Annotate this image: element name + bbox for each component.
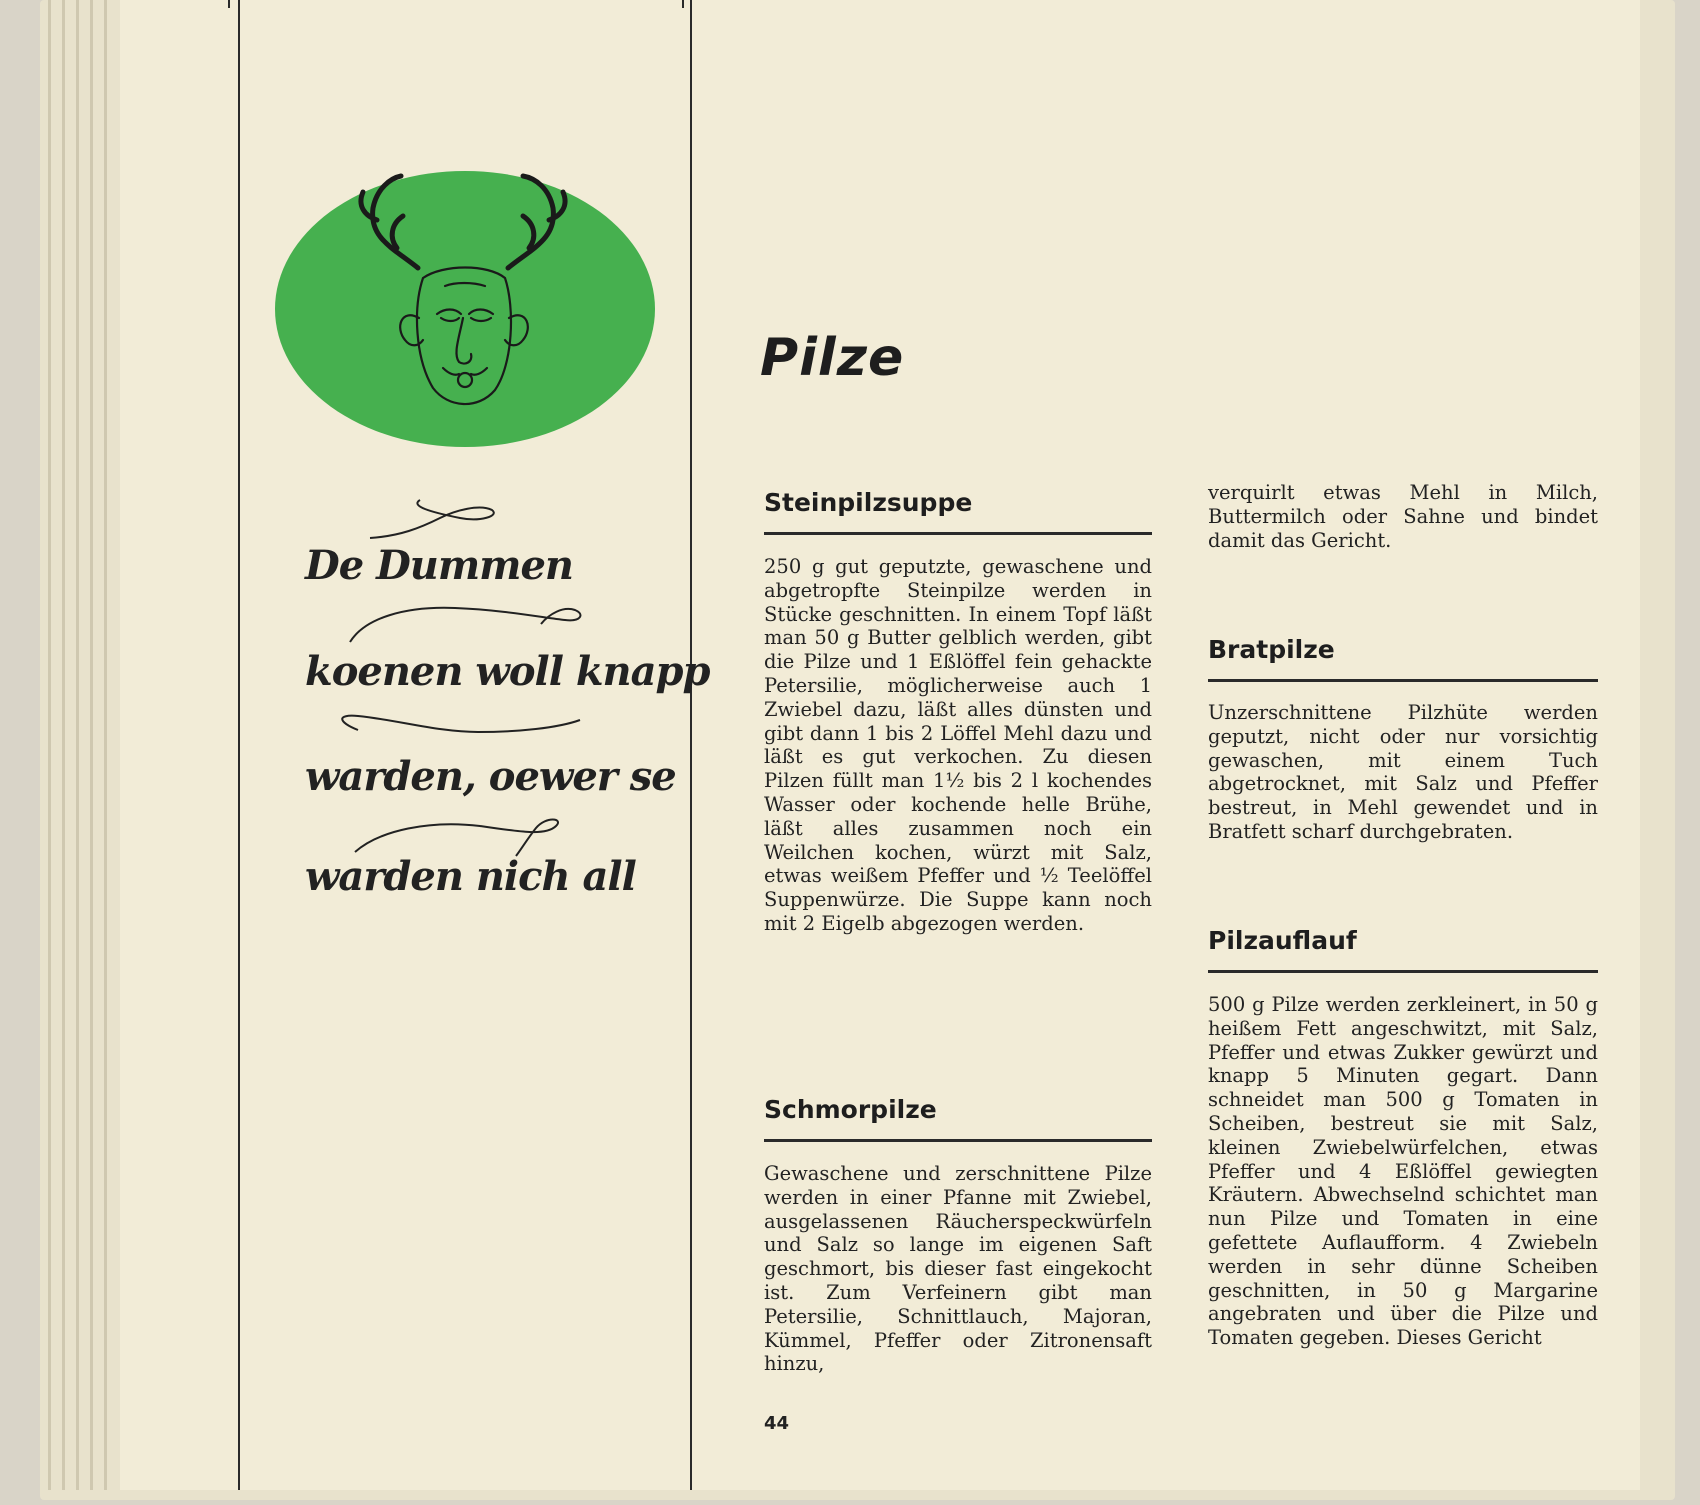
page-edge xyxy=(62,0,65,1490)
proverb-line-2: koenen woll knapp xyxy=(305,648,710,695)
section-title-steinpilzsuppe: Steinpilzsuppe xyxy=(764,488,973,517)
flourish-ornament xyxy=(345,598,590,646)
proverb-line-3: warden, oewer se xyxy=(305,753,676,800)
page-edge xyxy=(48,0,51,1490)
section-rule xyxy=(764,532,1152,535)
section-text-steinpilzsuppe: 250 g gut geputzte, gewaschene und abgetropfte Steinpilze werden in Stücke geschnitten. In einem Topf läßt man 50 g Butter gelblich werden, gibt die Pilze und 1 Eßlöffel fein gehackte Petersilie, möglicherweise auch 1 Zwiebel dazu, läßt alles dünsten und gibt dann 1 bis 2 Löffel Mehl dazu und läßt es gut verkochen. Zu diesen Pilzen füllt man 1½ bis 2 l kochendes Wasser oder kochende helle Brühe, läßt alles zusammen noch ein Weilchen kochen, würzt mit Salz, etwas weißem Pfeffer und ½ Teelöffel Suppenwürze. Die Suppe kann noch mit 2 Eigelb abgezogen werden. xyxy=(764,555,1152,935)
frame-tick xyxy=(228,0,230,8)
page-edge xyxy=(90,0,93,1490)
page-title: Pilze xyxy=(760,328,905,388)
page-edge xyxy=(76,0,79,1490)
flourish-ornament xyxy=(360,498,500,546)
flourish-ornament xyxy=(318,710,588,750)
proverb-line-1: De Dummen xyxy=(305,542,574,589)
section-text-schmorpilze: Gewaschene und zerschnittene Pilze werden in einer Pfanne mit Zwiebel, ausgelassenen Räucherspeckwürfeln und Salz so lange im eigenen Saft geschmort, bis dieser fast eingekocht ist. Zum Verfeinern gibt man Petersilie, Schnittlauch, Majoran, Kümmel, Pfeffer oder Zitronensaft hinzu, xyxy=(764,1162,1152,1376)
proverb-line-4: warden nich all xyxy=(305,853,636,900)
section-title-schmorpilze: Schmorpilze xyxy=(764,1095,937,1124)
section-rule xyxy=(1208,679,1598,682)
page-number: 44 xyxy=(764,1413,790,1434)
section-title-pilzauflauf: Pilzauflauf xyxy=(1208,926,1357,955)
section-title-bratpilze: Bratpilze xyxy=(1208,635,1335,664)
section-rule xyxy=(1208,970,1598,973)
section-text-pilzauflauf: 500 g Pilze werden zerkleinert, in 50 g heißem Fett angeschwitzt, mit Salz, Pfeffer und etwas Zukker gewürzt und knapp 5 Minuten gegart. Dann schneidet man 500 g Tomaten in Scheiben, bestreut sie mit Salz, kleinen Zwiebelwürfelchen, etwas Pfeffer und 4 Eßlöffel gewiegten Kräutern. Abwechselnd schichtet man nun Pilze und Tomaten in eine gefettete Auflaufform. 4 Zwiebeln werden in sehr dünne Scheiben geschnitten, in 50 g Margarine angebraten und über die Pilze und Tomaten gegeben. Dieses Gericht xyxy=(1208,993,1598,1350)
section-text-continuation: verquirlt etwas Mehl in Milch, Buttermilch oder Sahne und bindet damit das Gericht. xyxy=(1208,481,1598,552)
section-text-bratpilze: Unzerschnittene Pilzhüte werden geputzt, nicht oder nur vorsichtig gewaschen, mit einem Tuch abgetrocknet, mit Salz und Pfeffer bestreut, in Mehl gewendet und in Bratfett scharf durchgebraten. xyxy=(1208,701,1598,843)
frame-tick xyxy=(682,0,684,8)
frame-line-middle xyxy=(690,0,692,1490)
antlered-man-head-icon xyxy=(273,168,658,450)
frame-line-left xyxy=(238,0,240,1490)
section-rule xyxy=(764,1139,1152,1142)
page-edge xyxy=(104,0,107,1490)
